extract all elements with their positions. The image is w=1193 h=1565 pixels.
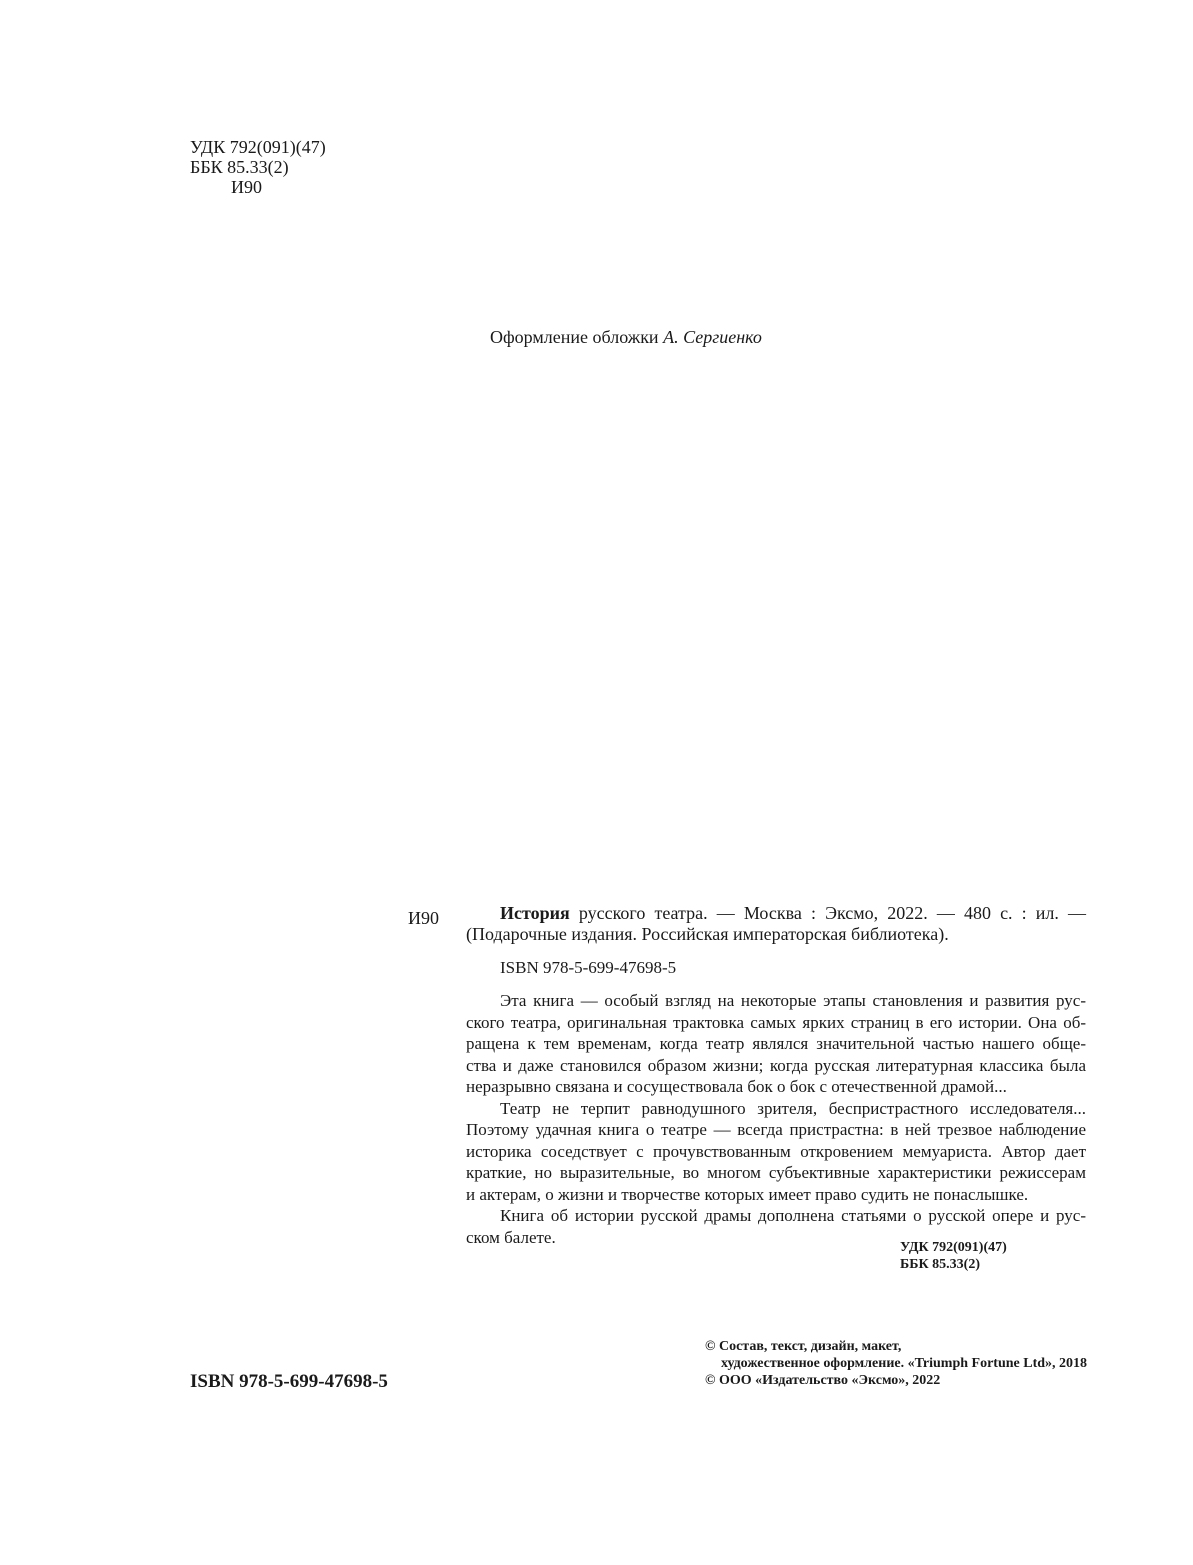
catalog-isbn: ISBN 978-5-699-47698-5 xyxy=(500,958,677,977)
bottom-udk-code: УДК 792(091)(47) xyxy=(900,1240,1007,1255)
annotation-line: ращена к тем временам, когда театр являлся значительной частью нашего обще- xyxy=(466,1034,1086,1053)
catalog-title-line xyxy=(466,903,1086,924)
top-author-mark: И90 xyxy=(231,177,262,197)
copyright-line-2: художественное оформление. «Triumph Fortune Ltd», 2018 xyxy=(721,1356,1088,1371)
copyright-line-1: © Состав, текст, дизайн, макет, xyxy=(705,1339,902,1354)
bottom-classification-block xyxy=(900,1239,1086,1273)
annotation-line: ском балете. xyxy=(466,1227,556,1247)
annotation-line: краткие, но выразительные, во многом субъективные характеристики режиссерам xyxy=(466,1163,1086,1182)
catalog-author-mark: И90 xyxy=(408,908,439,928)
bottom-bbk-code: ББК 85.33(2) xyxy=(900,1257,980,1272)
catalog-series: (Подарочные издания. Российская императорская библиотека). xyxy=(466,924,949,944)
annotation-line: Поэтому удачная книга о театре — всегда пристрастна: в ней трезвое наблюдение xyxy=(466,1120,1086,1139)
catalog-description xyxy=(466,903,1086,945)
annotation-line: неразрывно связана и сосуществовала бок о бок с отечественной драмой... xyxy=(466,1077,1007,1096)
annotation-line: ского театра, оригинальная трактовка самых ярких страниц в его истории. Она об- xyxy=(466,1012,1086,1032)
annotation-paragraph-2 xyxy=(466,1098,1086,1206)
catalog-title-rest: русского театра. — Москва : Эксмо, 2022. — 480 с. : ил. — xyxy=(578,903,1087,923)
annotation-line: ства и даже становился образом жизни; когда русская литературная классика была xyxy=(466,1055,1086,1075)
cover-credit-name: А. Сергиенко xyxy=(663,327,762,347)
top-udk-code: УДК 792(091)(47) xyxy=(190,137,326,157)
top-bbk-code: ББК 85.33(2) xyxy=(190,157,289,177)
annotation-line: Книга об истории русской драмы дополнена статьями о русской опере и рус- xyxy=(500,1206,1086,1225)
cover-credit xyxy=(490,327,762,348)
annotation-paragraph-1 xyxy=(466,990,1086,1098)
annotation-line: и актерам, о жизни и творчестве которых имеет право судить не понаслышке. xyxy=(466,1184,1029,1204)
copyright-block xyxy=(705,1338,1095,1389)
annotation-line: историка соседствует с прочувствованным откровением мемуариста. Автор дает xyxy=(466,1141,1086,1161)
footer-isbn: ISBN 978-5-699-47698-5 xyxy=(190,1371,388,1392)
annotation-line: Эта книга — особый взгляд на некоторые этапы становления и развития рус- xyxy=(500,991,1086,1010)
annotation-line: Театр не терпит равнодушного зрителя, беспристрастного исследователя... xyxy=(500,1098,1086,1118)
cover-credit-prefix: Оформление обложки xyxy=(490,327,659,347)
catalog-title-bold: История xyxy=(500,903,570,923)
annotation xyxy=(466,990,1086,1248)
top-classification-block xyxy=(190,137,326,197)
copyright-line-3: © ООО «Издательство «Эксмо», 2022 xyxy=(705,1373,941,1388)
